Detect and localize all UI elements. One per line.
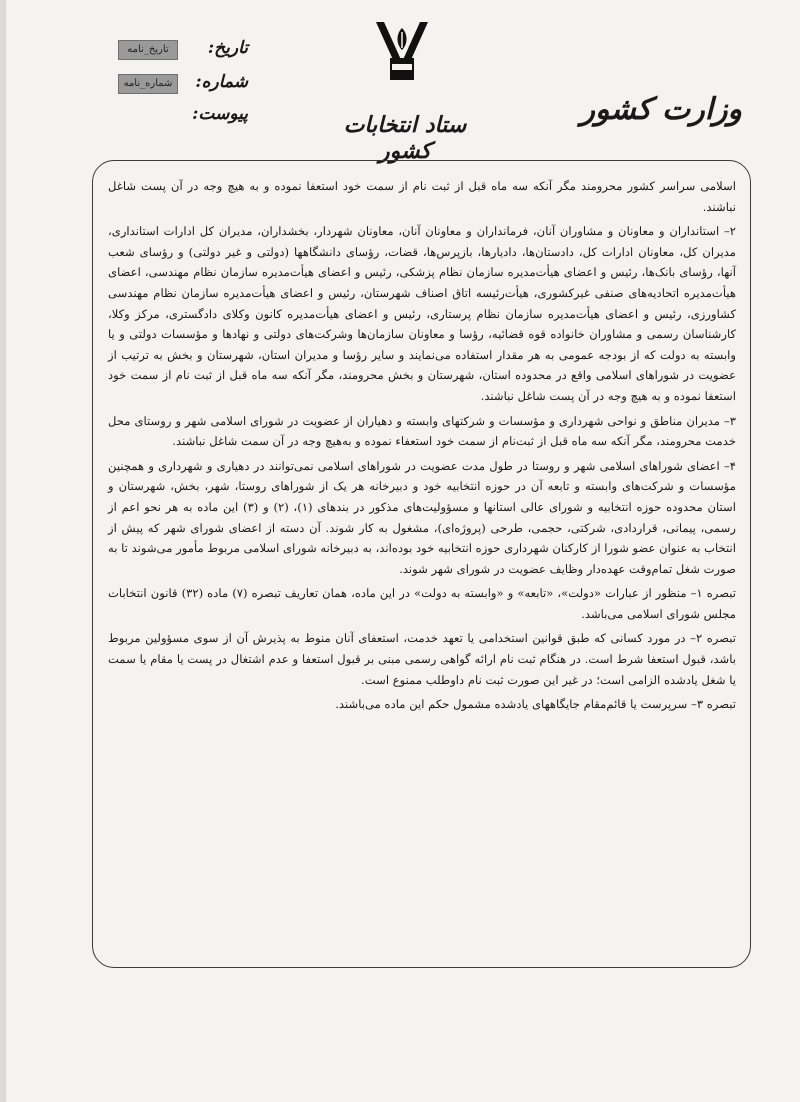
paragraph-note-1: تبصره ۱– منظور از عبارات «دولت»، «تابعه» و «وابسته به دولت» در این ماده، همان تعاریف تبصره (۷) ماده (۳۲) قانون انتخابات مجلس شورای اسلامی می‌باشد. bbox=[108, 586, 736, 621]
date-row bbox=[108, 38, 248, 62]
paragraph-intro: اسلامی سراسر کشور محرومند مگر آنکه سه ماه قبل از ثبت نام از سمت خود استعفا نموده و به هیچ وجه در آن پست شاغل نباشند. bbox=[108, 179, 736, 214]
paragraph-clause-3: ۳– مدیران مناطق و نواحی شهرداری و مؤسسات و شرکتهای وابسته و دهیاران از عضویت در شورای اسلامی شهر و روستای محل خدمت محرومند، مگر آنکه سه ماه قبل از ثبت‌نام از سمت خود استعفاء نموده و به‌هیچ وجه در آن سمت شاغل نباشند. bbox=[108, 413, 736, 449]
date-field: تاریخ_نامه bbox=[118, 40, 178, 60]
paragraph-clause-4: ۴– اعضای شوراهای اسلامی شهر و روستا در طول مدت عضویت در شوراهای اسلامی نمی‌توانند در دهیاری و شهرداری و همچنین مؤسسات و شرکت‌های وابسته و تابعه آن در حوزه انتخابیه خود و دبیرخانه هر یک از شوراهای روستا، شهر، بخش، شهرستان و استان محدوده حوزه انتخابیه و شورای عالی استانها و مسؤولیت‌های مذکور در بندهای (۱)، (۲) و (۳) این ماده به هر نحو اعم از رسمی، پیمانی، قراردادی، شرکتی، حجمی، طرحی (پروژه‌ای)، مشغول به کار شوند. آن دسته از اعضای شورای شهر که پیش از انتخاب به عنوان عضو شورا از کارکنان شهرداری حوزه انتخابیه خود بوده‌اند، به دبیرخانه شورای اسلامی مربوط مأمور می‌شوند تا به صورت شغل تمام‌وقت عهده‌دار وظایف عضویت در شورای شهر شوند. bbox=[108, 458, 736, 576]
agency-name: ستاد انتخابات کشور bbox=[343, 112, 467, 164]
number-field: شماره_نامه bbox=[118, 74, 178, 94]
paragraph-clause-2: ۲– استانداران و معاونان و مشاوران آنان، فرمانداران و معاونان آنان، معاونان شهردار، بخشداران، مدیران کل ادارات استانداری، مدیران کل، معاونان ادارات کل، دادستان‌ها، دادیارها، بازپرس‌ها، قضات، رؤسای دانشگاهها (دولتی و غیر دولتی) و رؤسای شعب آنها، رؤسای بانک‌ها، رئیس و اعضای هیأت‌مدیره سازمان نظام پزشکی، رئیس و اعضای هیأت‌مدیره سازمان نظام مهندسی، اعضای هیأت‌مدیره اتحادیه‌های صنفی غیرکشوری، هیأت‌رئیسه اتاق اصناف شهرستان، رئیس و اعضای هیأت‌مدیره سازمان نظام مهندسی کشاورزی، رئیس و اعضای هیأت‌مدیره سازمان نظام پرستاری، رئیس و اعضای هیأت‌مدیره کانون وکلای دادگستری، مرکز وکلا، کارشناسان رسمی و مشاوران خانواده قوه قضائیه، رؤسا و معاونان سازمان‌ها وشرکت‌های دولتی و نهادها و مؤسسات دولتی و یا وابسته به دولت که از بودجه عمومی به هر مقدار استفاده می‌نمایند و سایر رؤسا و مدیران استان، شهرستان و بخش به ترتیب از عضویت در شوراهای اسلامی واقع در محدوده استان، شهرستان و بخش محرومند، مگر آنکه سه ماه قبل از ثبت نام از سمت خود استعفا نموده و به هیچ وجه در آن پست شاغل نباشند. bbox=[108, 224, 737, 403]
paragraph-note-3: تبصره ۳– سرپرست یا قائم‌مقام جایگاههای یادشده مشمول حکم این ماده می‌باشند. bbox=[335, 697, 736, 712]
attachment-label: پیوست: bbox=[192, 104, 248, 124]
ministry-name: وزارت کشور bbox=[580, 92, 742, 127]
number-label: شماره: bbox=[195, 72, 248, 92]
document-body bbox=[108, 176, 736, 719]
attachment-row bbox=[108, 104, 248, 128]
paragraph-note-2: تبصره ۲– در مورد کسانی که طبق قوانین استخدامی یا تعهد خدمت، استعفای آنان منوط به پذیرش آن از سوی مسؤولین مربوط باشد، قبول استعفا شرط است. در هنگام ثبت نام ارائه گواهی رسمی مبنی بر قبول استعفا و عدم اشتغال در پست یا مقام یا سمت یا شغل یادشده الزامی است؛ در غیر این صورت ثبت نام داوطلب ممنوع است. bbox=[108, 631, 736, 687]
election-emblem-icon bbox=[372, 18, 432, 84]
date-label: تاریخ: bbox=[207, 38, 248, 58]
number-row bbox=[108, 72, 248, 96]
